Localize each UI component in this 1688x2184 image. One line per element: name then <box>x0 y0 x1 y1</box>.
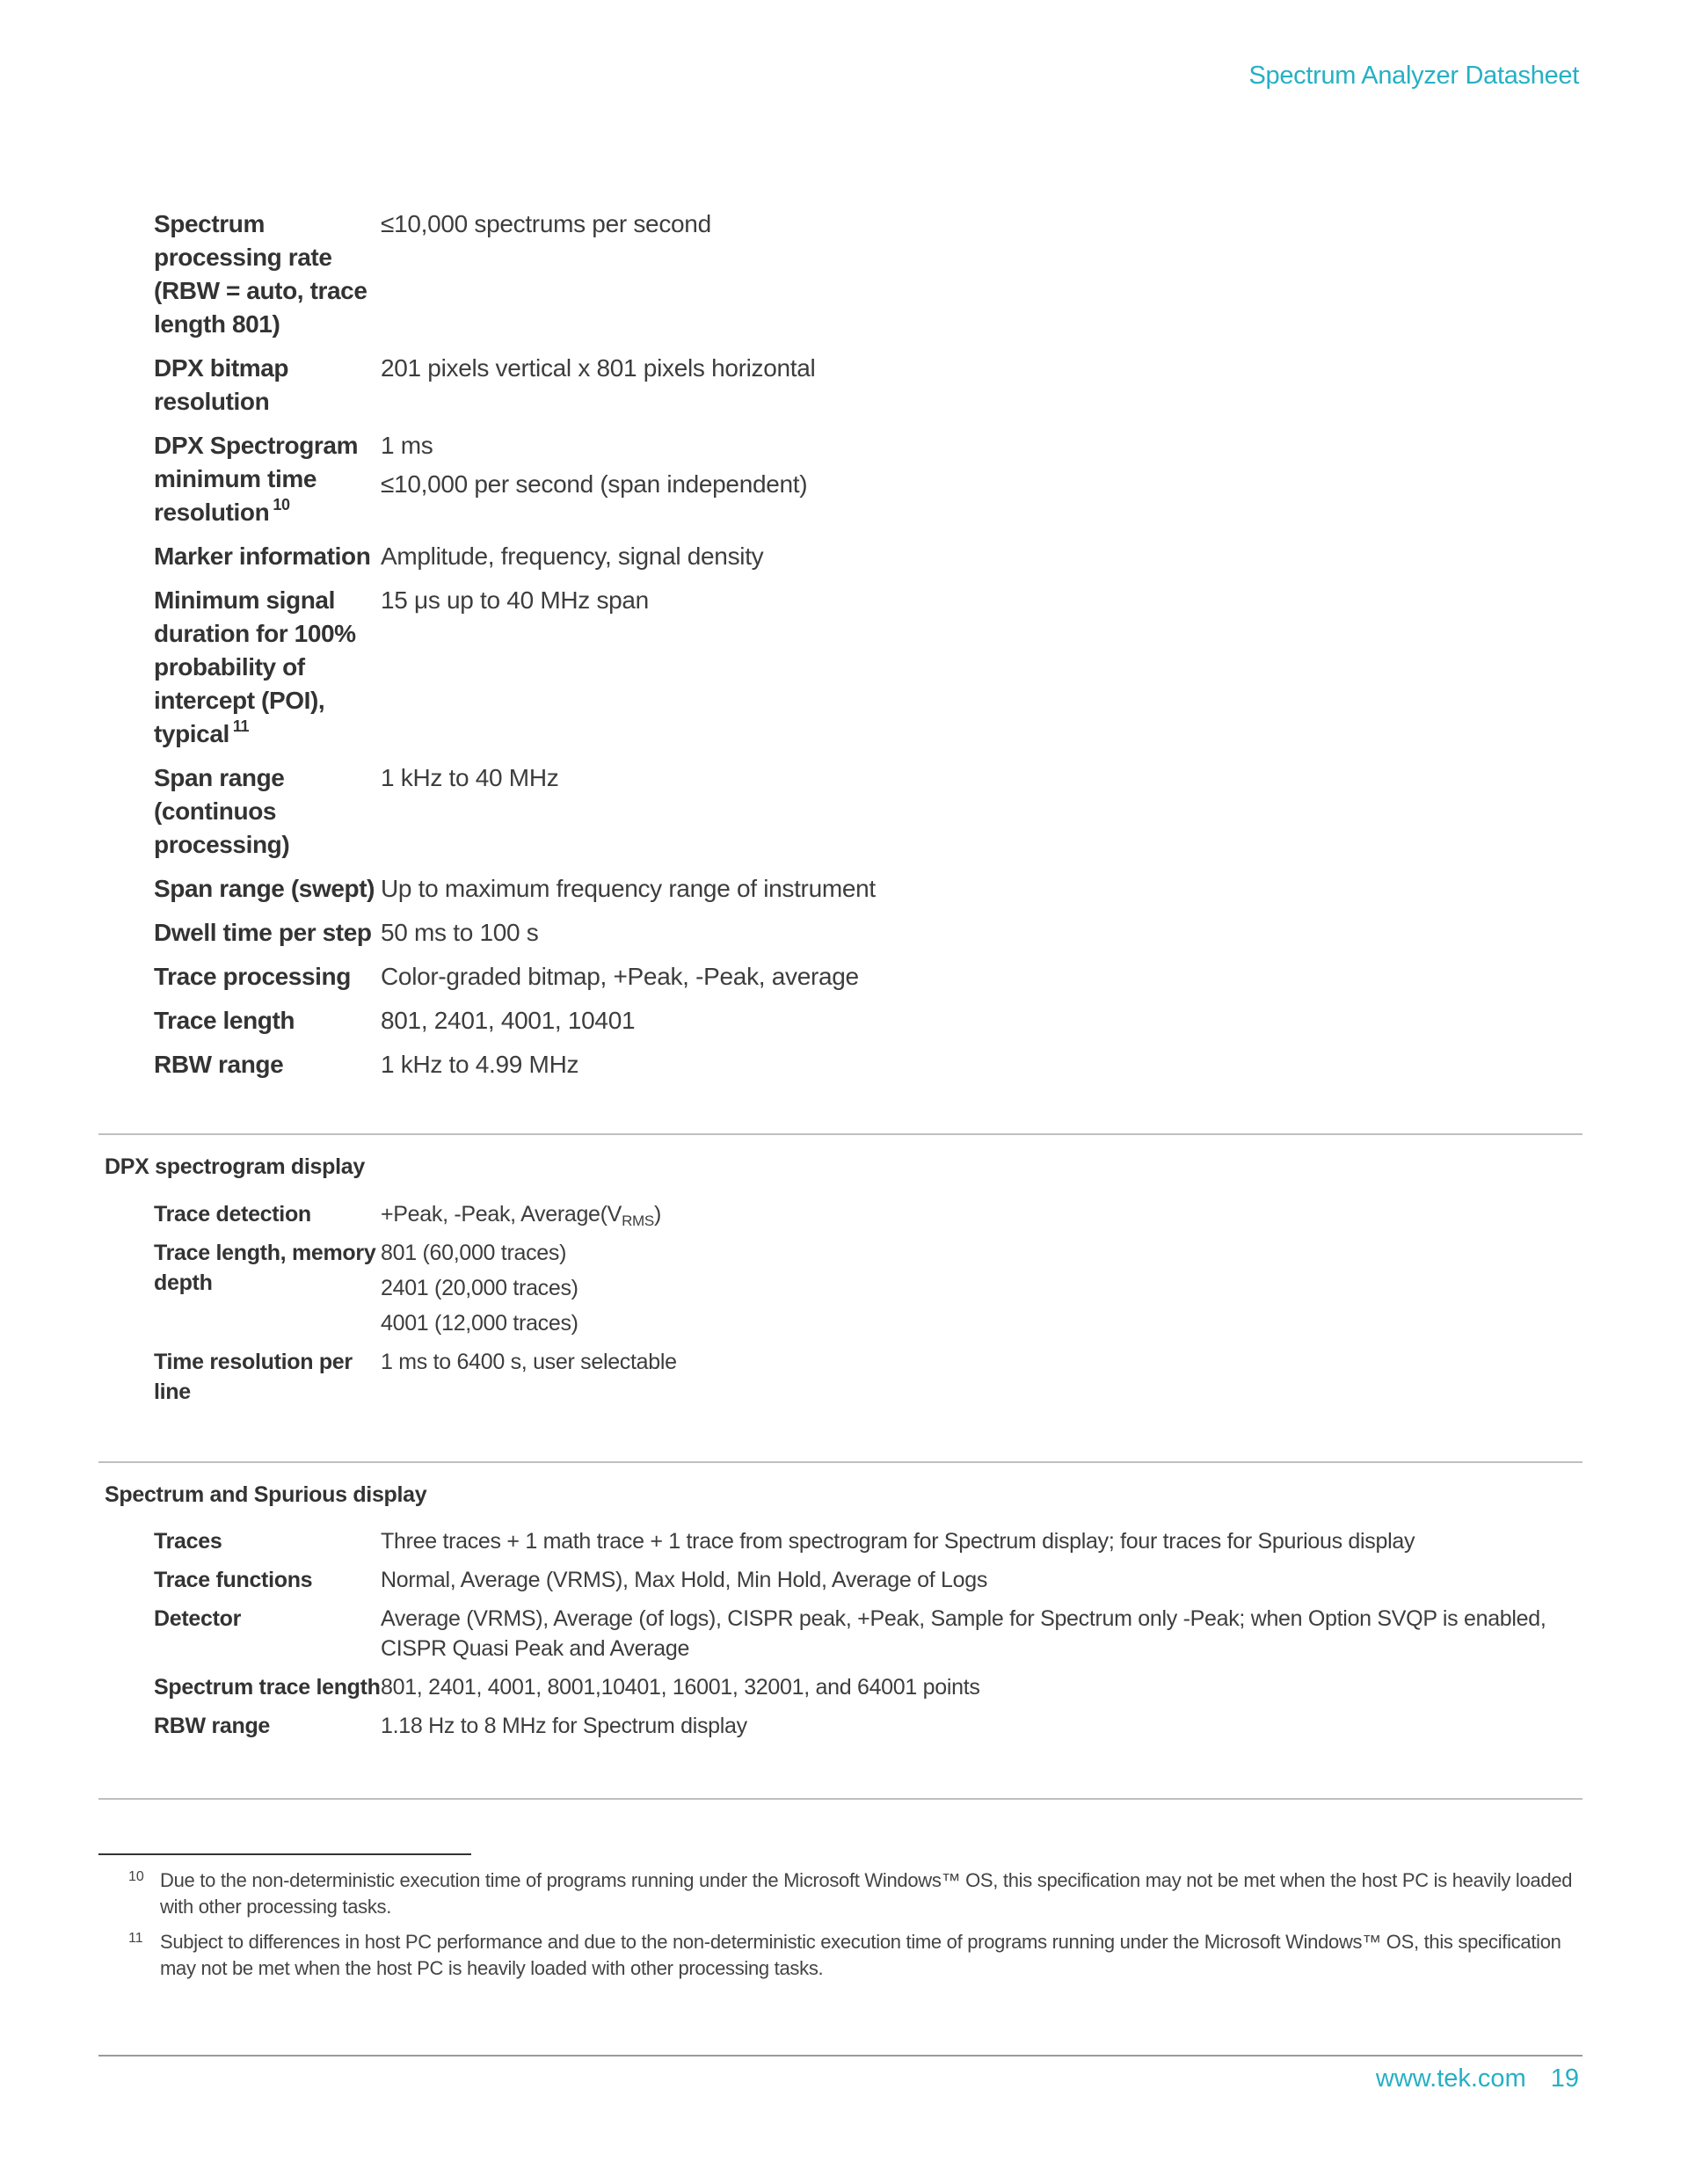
spec-value <box>381 1048 578 1081</box>
spec-label: Trace processing <box>154 963 351 990</box>
spec-value-line: 15 μs up to 40 MHz span <box>381 586 649 614</box>
spec-value-line: 2401 (20,000 traces) <box>381 1276 578 1300</box>
spec-row <box>154 1672 1613 1702</box>
spec-value <box>381 960 859 994</box>
spec-value: 1.18 Hz to 8 MHz for Spectrum display <box>381 1714 747 1738</box>
dpx-spec-table <box>154 207 1561 1092</box>
page-number: 19 <box>1550 2064 1579 2093</box>
spec-value-line: ≤10,000 spectrums per second <box>381 210 711 237</box>
spec-label <box>154 429 381 529</box>
spec-label: DPX bitmap resolution <box>154 354 289 415</box>
spec-value-line: 1 ms <box>381 432 433 459</box>
footnote-ref[interactable]: 10 <box>273 496 290 513</box>
footnote-number: 10 <box>128 1869 144 1884</box>
spec-value-line: 1 kHz to 40 MHz <box>381 764 559 791</box>
spec-row <box>154 761 1561 862</box>
spec-label: Span range (swept) <box>154 875 375 902</box>
spec-value <box>381 1238 1613 1338</box>
spec-value: Normal, Average (VRMS), Max Hold, Min Hold, Average of Logs <box>381 1568 988 1592</box>
section-divider <box>98 1461 1582 1463</box>
spec-value-line: 1 kHz to 4.99 MHz <box>381 1051 579 1078</box>
spec-label: Time resolution per line <box>154 1350 353 1404</box>
spec-label: Span range (continuos processing) <box>154 764 290 858</box>
spec-row <box>154 540 1561 573</box>
spec-value-line: 1 ms to 6400 s, user selectable <box>381 1350 677 1374</box>
spec-row <box>154 1565 1613 1595</box>
spec-row <box>154 1711 1613 1741</box>
spec-value <box>381 207 711 341</box>
spec-value-text: +Peak, -Peak, Average(V <box>381 1202 622 1227</box>
section-title-spectrogram: DPX spectrogram display <box>105 1154 365 1179</box>
spec-label: RBW range <box>154 1714 271 1738</box>
spec-value: 801, 2401, 4001, 8001,10401, 16001, 32001, and 64001 points <box>381 1675 980 1700</box>
spec-value <box>381 584 649 751</box>
spec-value <box>381 540 763 573</box>
spec-value <box>381 429 807 529</box>
subscript-text: RMS <box>622 1212 654 1229</box>
spec-label: Trace detection <box>154 1202 311 1227</box>
spec-value-line: 801 (60,000 traces) <box>381 1241 567 1265</box>
spec-row <box>154 1004 1561 1037</box>
spec-row <box>154 1048 1561 1081</box>
spec-row <box>154 429 1561 529</box>
website-link[interactable]: www.tek.com <box>1375 2064 1526 2093</box>
spec-row <box>154 1347 1613 1407</box>
spec-value-line: Up to maximum frequency range of instrument <box>381 875 876 902</box>
footnote-text: Subject to differences in host PC performance and due to the non-deterministic execution time of programs running under the Microsoft Windows™ OS, this specification may not be met when the host PC is heavily loaded with other processing tasks. <box>160 1931 1561 1979</box>
spec-value-line: Amplitude, frequency, signal density <box>381 542 764 570</box>
spec-label-text: DPX Spectrogram minimum time resolution <box>154 432 359 526</box>
spec-value-line: 4001 (12,000 traces) <box>381 1311 578 1336</box>
spec-label: Spectrum trace length <box>154 1675 381 1700</box>
spec-value-line: 801, 2401, 4001, 10401 <box>381 1007 636 1034</box>
spec-value-text: ) <box>653 1202 661 1227</box>
spec-value-line: 50 ms to 100 s <box>381 919 539 946</box>
spec-value <box>381 352 815 419</box>
spec-label <box>154 584 381 751</box>
spec-row <box>154 960 1561 994</box>
spec-value <box>381 1199 1613 1229</box>
spec-label: Trace length, memory depth <box>154 1241 376 1295</box>
footnote-ref[interactable]: 11 <box>232 717 250 735</box>
footnote-rule <box>98 1853 471 1855</box>
spec-row <box>154 1604 1613 1663</box>
spec-row <box>154 584 1561 751</box>
spec-label-text: Minimum signal duration for 100% probability of intercept (POI), typical <box>154 586 356 747</box>
spec-row <box>154 872 1561 906</box>
header-title: Spectrum Analyzer Datasheet <box>1248 62 1579 90</box>
spec-label: Marker information <box>154 542 371 570</box>
spec-value: Three traces + 1 math trace + 1 trace from spectrogram for Spectrum display; four traces for Spurious display <box>381 1529 1415 1554</box>
spec-value <box>381 916 538 950</box>
spec-value <box>381 761 558 862</box>
spec-label: Spectrum processing rate (RBW = auto, trace length 801) <box>154 210 367 338</box>
spec-row <box>154 1199 1613 1229</box>
footer-rule <box>98 2055 1582 2057</box>
section-divider <box>98 1133 1582 1135</box>
spec-label: Trace functions <box>154 1568 313 1592</box>
footnote <box>128 1929 1588 1982</box>
spec-label: Detector <box>154 1606 242 1631</box>
spec-label: Dwell time per step <box>154 919 372 946</box>
spurious-spec-table <box>154 1526 1613 1750</box>
spec-value-line: Color-graded bitmap, +Peak, -Peak, average <box>381 963 859 990</box>
spec-row <box>154 1238 1613 1338</box>
spec-value: Average (VRMS), Average (of logs), CISPR peak, +Peak, Sample for Spectrum only -Peak; when Option SVQP is enabled, CISPR Quasi Peak and Average <box>381 1606 1546 1661</box>
spec-label: Traces <box>154 1529 222 1554</box>
spec-value <box>381 872 876 906</box>
footnote-text: Due to the non-deterministic execution time of programs running under the Microsoft Windows™ OS, this specification may not be met when the host PC is heavily loaded with other processing tasks. <box>160 1869 1573 1918</box>
section-divider <box>98 1798 1582 1800</box>
spec-value-line: 201 pixels vertical x 801 pixels horizontal <box>381 354 816 382</box>
spec-row <box>154 207 1561 341</box>
spec-label: RBW range <box>154 1051 284 1078</box>
footnote-number: 11 <box>128 1931 143 1946</box>
spec-row <box>154 1526 1613 1556</box>
spec-row <box>154 916 1561 950</box>
spectrogram-spec-table <box>154 1199 1613 1416</box>
spec-row <box>154 352 1561 419</box>
page-footer <box>1376 2064 1579 2093</box>
spec-label: Trace length <box>154 1007 295 1034</box>
spec-value <box>381 1347 1613 1407</box>
spec-value <box>381 1004 635 1037</box>
section-title-spurious: Spectrum and Spurious display <box>105 1482 427 1507</box>
footnote <box>128 1867 1588 1920</box>
spec-value-line: ≤10,000 per second (span independent) <box>381 470 808 498</box>
footnotes <box>128 1867 1588 1991</box>
